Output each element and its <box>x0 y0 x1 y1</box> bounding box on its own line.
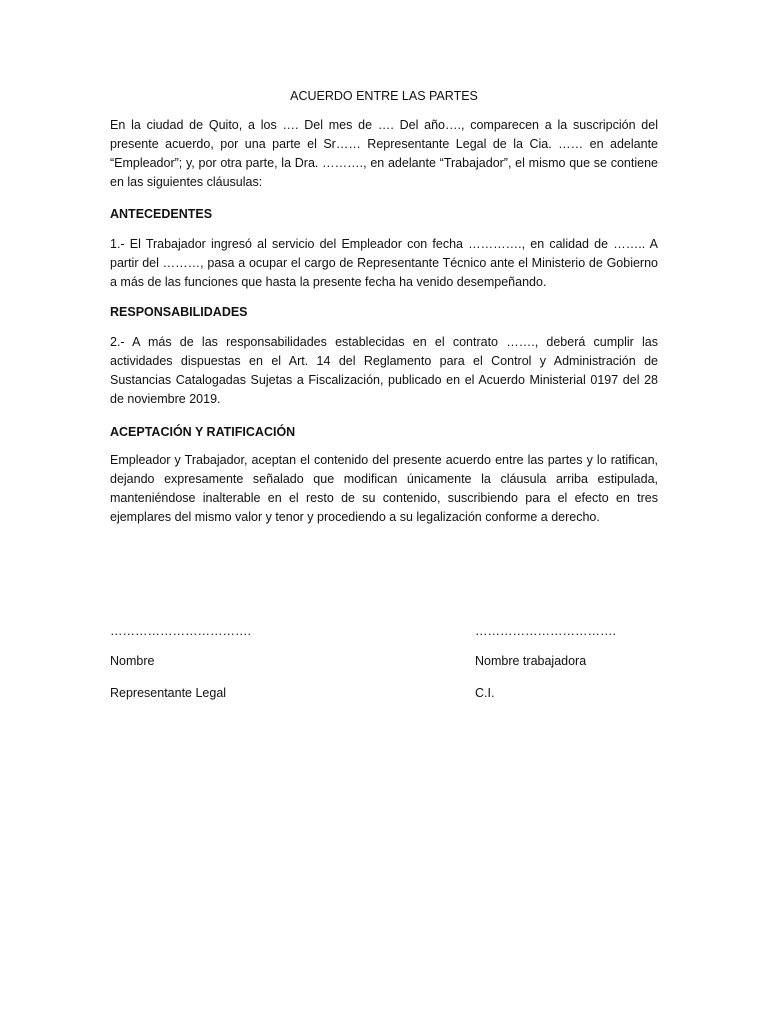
signature-line-employer: ……………………………. <box>110 624 251 638</box>
signature-id-worker: C.I. <box>475 686 495 700</box>
signature-name-employer: Nombre <box>110 654 155 668</box>
section-body-responsabilidades: 2.- A más de las responsabilidades establecidas en el contrato ……., deberá cumplir las actividades dispuestas en el Art. 14 del Reglamento para el Control y Administración de Sustancias Catalogadas Sujetas a Fiscalización, publicado en el Acuerdo Ministerial 0197 del 28 de noviembre 2019. <box>110 335 658 406</box>
section-body-antecedentes: 1.- El Trabajador ingresó al servicio del Empleador con fecha …………., en calidad de …….. A partir del ………, pasa a ocupar el cargo de Representante Técnico ante el Ministerio de Gobierno a más de las funciones que hasta la presente fecha ha venido desempeñando. <box>110 237 658 289</box>
signature-name-worker: Nombre trabajadora <box>475 654 587 668</box>
section-heading-aceptacion: ACEPTACIÓN Y RATIFICACIÓN <box>110 425 296 439</box>
intro-paragraph: En la ciudad de Quito, a los …. Del mes de …. Del año…., comparecen a la suscripción del presente acuerdo, por una parte el Sr…… Representante Legal de la Cia. …… en adelante “Empleador”; y, por otra parte, la Dra. ………., en adelante “Trabajador”, el mismo que se contiene en las siguientes cláusulas: <box>110 118 658 189</box>
signature-role-employer: Representante Legal <box>110 686 227 700</box>
section-body-aceptacion: Empleador y Trabajador, aceptan el contenido del presente acuerdo entre las partes y lo ratifican, dejando expresamente señalado que modifican únicamente la cláusula arriba estipulada, manteniéndose inalterable en el resto de su contenido, suscribiendo para el efecto en tres ejemplares del mismo valor y tenor y procediendo a su legalización conforme a derecho. <box>110 453 658 524</box>
section-heading-antecedentes: ANTECEDENTES <box>110 207 213 221</box>
section-heading-responsabilidades: RESPONSABILIDADES <box>110 305 248 319</box>
document-title: ACUERDO ENTRE LAS PARTES <box>290 89 478 103</box>
signature-line-worker: ……………………………. <box>475 624 616 638</box>
